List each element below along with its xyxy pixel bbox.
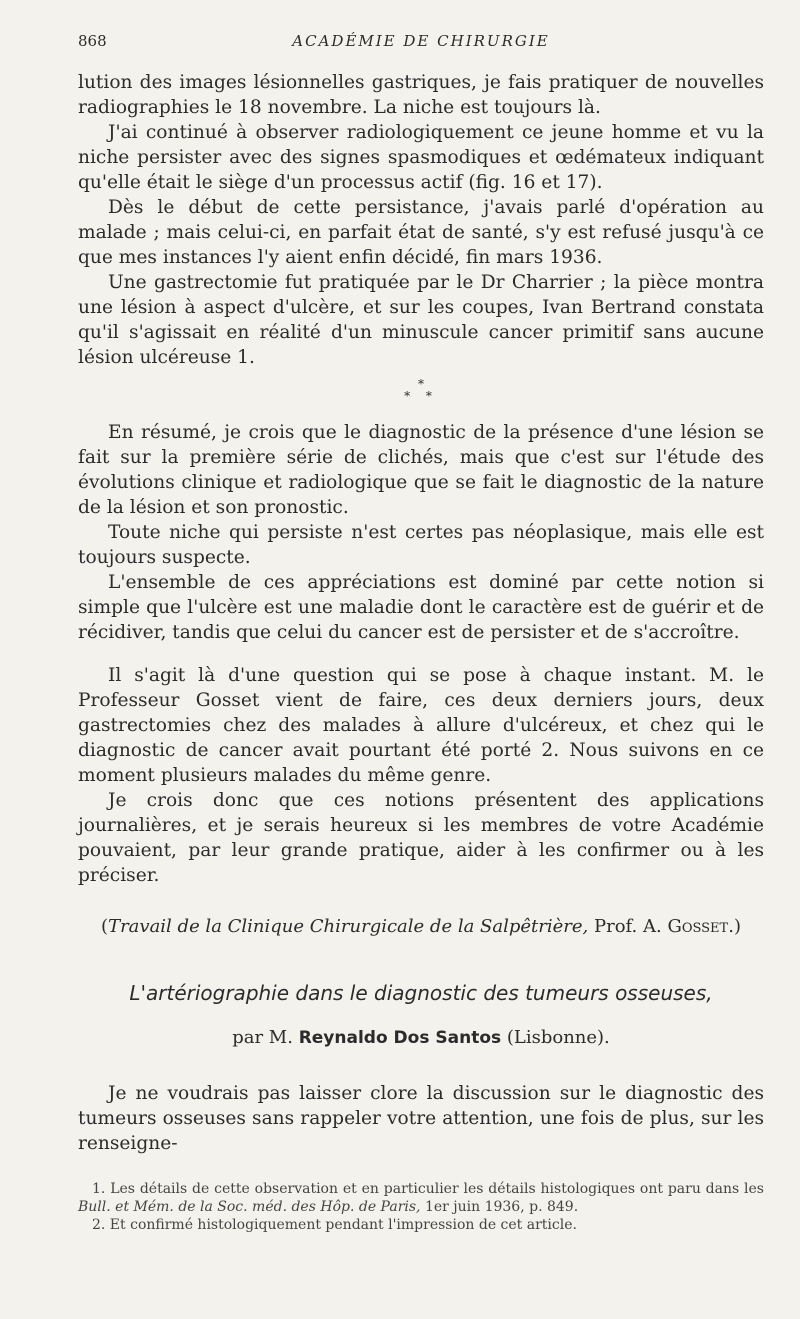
asterism-top: * bbox=[418, 377, 424, 391]
article-title: L'artériographie dans le diagnostic des tumeurs osseuses, bbox=[129, 981, 713, 1005]
paren-close: .) bbox=[728, 916, 741, 937]
article-body bbox=[78, 70, 764, 1156]
running-title: ACADÉMIE DE CHIRURGIE bbox=[292, 32, 550, 50]
page-header bbox=[78, 32, 764, 54]
author-location: (Lisbonne). bbox=[501, 1027, 610, 1048]
asterism-bottom: * * bbox=[404, 389, 438, 403]
paragraph: Une gastrectomie fut pratiquée par le Dr Charrier ; la pièce montra une lésion à aspect d'ulcère, et sur les coupes, Ivan Bertrand constata qu'il s'agissait en réalité d'un minuscule cancer primitif sans aucune lésion ulcéreuse 1. bbox=[78, 272, 764, 368]
paragraph: lution des images lésionnelles gastriques, je fais pratiquer de nouvelles radiographies le 18 novembre. La niche est toujours là. bbox=[78, 72, 764, 118]
footnote-1-journal: Bull. et Mém. de la Soc. méd. des Hôp. de Paris, bbox=[78, 1199, 421, 1215]
paren-open: ( bbox=[101, 916, 109, 937]
source-institution: Travail de la Clinique Chirurgicale de la Salpêtrière, bbox=[108, 916, 589, 937]
source-prof: Prof. A. bbox=[588, 916, 668, 937]
paragraph: Il s'agit là d'une question qui se pose à chaque instant. M. le Professeur Gosset vient de faire, ces deux derniers jours, deux gastrectomies chez des malades à allure d'ulcéreux, et chez qui le diagnostic de cancer avait pourtant été porté 2. Nous suivons en ce moment plusieurs malades du même genre. bbox=[78, 665, 764, 786]
footnote-2: 2. Et confirmé histologiquement pendant l'impression de cet article. bbox=[92, 1217, 577, 1233]
source-name: Gosset bbox=[667, 916, 729, 937]
paragraph: Je crois donc que ces notions présentent des applications journalières, et je serais heureux si les membres de votre Académie pouvaient, par leur grande pratique, aider à les confirmer ou à les préciser. bbox=[78, 790, 764, 886]
spacer bbox=[78, 645, 764, 663]
lead-paragraph: Je ne voudrais pas laisser clore la discussion sur le diagnostic des tumeurs osseuses sans rappeler votre attention, une fois de plus, sur les renseigne- bbox=[78, 1083, 764, 1154]
byline-prefix: par M. bbox=[232, 1027, 299, 1048]
footnote-1 bbox=[78, 1180, 764, 1216]
paragraph: J'ai continué à observer radiologiquement ce jeune homme et vu la niche persister avec des signes spasmodiques et œdémateux indiquant qu'elle était le siège d'un processus actif (fig. 16 et 17). bbox=[78, 122, 764, 193]
asterism-divider bbox=[78, 378, 764, 402]
paragraph: Dès le début de cette persistance, j'avais parlé d'opération au malade ; mais celui-ci, en parfait état de santé, s'y est refusé jusqu'à ce que mes instances l'y aient enfin décidé, fin mars 1936. bbox=[78, 197, 764, 268]
footnote-1-date: 1er juin 1936, p. 849. bbox=[420, 1199, 579, 1215]
footnote-1-text: 1. Les détails de cette observation et en particulier les détails histologiques ont paru dans les bbox=[92, 1181, 764, 1197]
author-name: Reynaldo Dos Santos bbox=[298, 1028, 502, 1048]
footnotes bbox=[78, 1180, 764, 1234]
byline bbox=[78, 1025, 764, 1051]
source-attribution bbox=[78, 914, 764, 939]
paragraph: En résumé, je crois que le diagnostic de la présence d'une lésion se fait sur la première série de clichés, mais que c'est sur l'étude des évolutions clinique et radiologique que se fait le diagnostic de la nature de la lésion et son pronostic. bbox=[78, 422, 764, 518]
page-number: 868 bbox=[78, 32, 107, 50]
paragraph: L'ensemble de ces appréciations est dominé par cette notion si simple que l'ulcère est une maladie dont le caractère est de guérir et de récidiver, tandis que celui du cancer est de persister et de s'accroître. bbox=[78, 572, 764, 643]
paragraph: Toute niche qui persiste n'est certes pas néoplasique, mais elle est toujours suspecte. bbox=[78, 522, 764, 568]
